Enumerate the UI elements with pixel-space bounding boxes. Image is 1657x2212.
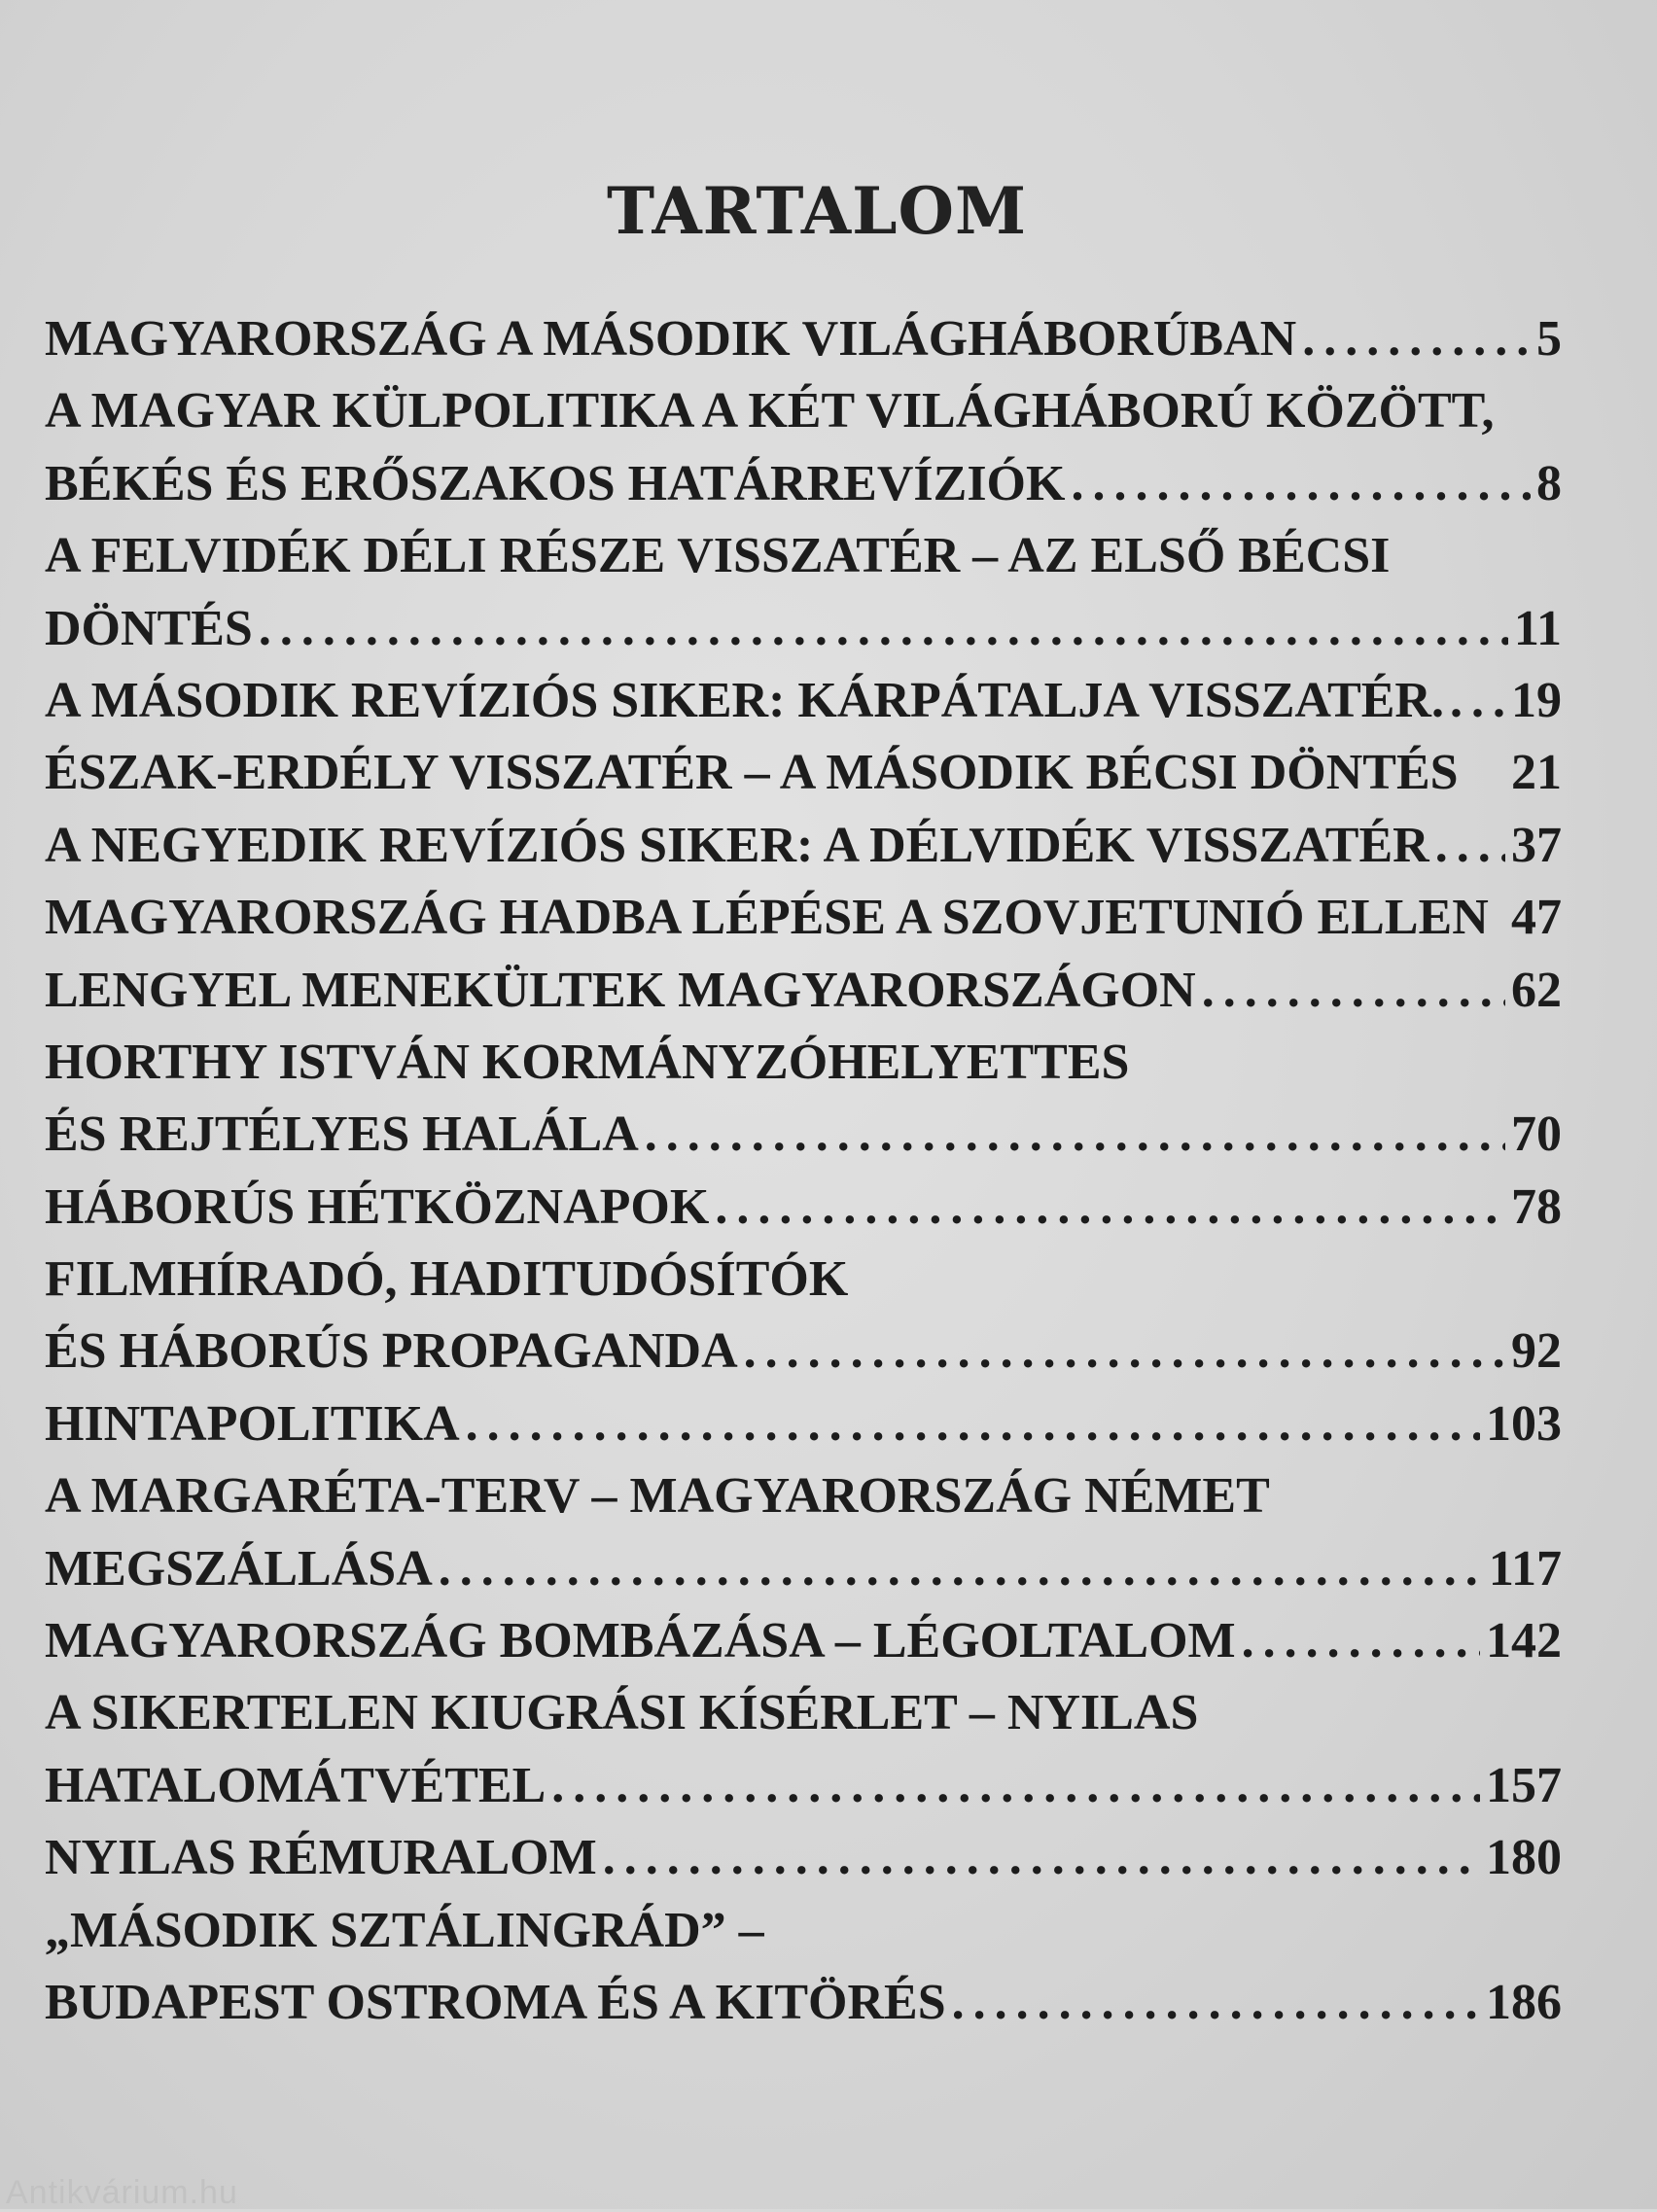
dot-leader: [645, 1099, 1505, 1171]
toc-entry-title: LENGYEL MENEKÜLTEK MAGYARORSZÁGON: [45, 962, 1196, 1018]
toc-entry: [45, 665, 1562, 737]
toc-page-number: 5: [1536, 311, 1562, 367]
toc-entry: [45, 303, 1562, 375]
dot-leader: [466, 1388, 1480, 1460]
toc-entry: [45, 955, 1562, 1027]
toc-entry-title: ÉS REJTÉLYES HALÁLA: [45, 1106, 639, 1163]
dot-leader: [1302, 303, 1531, 375]
toc-entry: [45, 1244, 1562, 1316]
toc-entry-title: A NEGYEDIK REVÍZIÓS SIKER: A DÉLVIDÉK VISSZATÉR: [45, 817, 1429, 873]
toc-entry-title: MAGYARORSZÁG A MÁSODIK VILÁGHÁBORÚBAN: [45, 311, 1297, 367]
dot-leader: [259, 593, 1508, 665]
toc-page-number: 62: [1511, 962, 1562, 1018]
toc-entry: [45, 1388, 1562, 1460]
toc-entry-title: FILMHÍRADÓ, HADITUDÓSÍTÓK: [45, 1251, 849, 1308]
dot-leader: [744, 1316, 1505, 1387]
toc-page-number: 37: [1511, 817, 1562, 873]
toc-page-number: 142: [1486, 1613, 1562, 1669]
toc-entry-title: HÁBORÚS HÉTKÖZNAPOK: [45, 1178, 710, 1235]
dot-leader: [551, 1750, 1480, 1822]
toc-page-number: 92: [1511, 1323, 1562, 1380]
toc-entry: [45, 737, 1562, 809]
toc-entry: [45, 810, 1562, 882]
toc-entry: [45, 448, 1562, 520]
toc-entry-title: A FELVIDÉK DÉLI RÉSZE VISSZATÉR – AZ ELSŐ BÉCSI: [45, 528, 1391, 584]
toc-page-number: 70: [1511, 1106, 1562, 1163]
toc-entry-title: A MAGYAR KÜLPOLITIKA A KÉT VILÁGHÁBORÚ KÖZÖTT,: [45, 383, 1495, 439]
toc-page-number: 180: [1486, 1830, 1562, 1886]
dot-leader: [1450, 665, 1505, 737]
dot-leader: [952, 1967, 1480, 2039]
toc-entry-title: HATALOMÁTVÉTEL: [45, 1757, 546, 1813]
toc-entry-title: DÖNTÉS: [45, 600, 253, 656]
toc-entry-title: „MÁSODIK SZTÁLINGRÁD” –: [45, 1902, 764, 1958]
toc-entry-title: A MARGARÉTA-TERV – MAGYARORSZÁG NÉMET: [45, 1468, 1270, 1525]
watermark: Antikvárium.hu: [6, 2174, 238, 2211]
toc-entry-title: MAGYARORSZÁG HADBA LÉPÉSE A SZOVJETUNIÓ ELLEN: [45, 890, 1489, 946]
toc-entry: [45, 1605, 1562, 1677]
toc-page-number: 157: [1486, 1757, 1562, 1813]
toc-entry: [45, 1967, 1562, 2039]
toc-entry-title: HINTAPOLITIKA: [45, 1395, 460, 1452]
toc-page-number: 47: [1511, 890, 1562, 946]
toc-entry-title: ÉSZAK-ERDÉLY VISSZATÉR – A MÁSODIK BÉCSI DÖNTÉS: [45, 745, 1459, 801]
toc-entry: [45, 1750, 1562, 1822]
dot-leader: [1202, 955, 1505, 1027]
toc-page-number: 103: [1486, 1395, 1562, 1452]
toc-page-number: 78: [1511, 1178, 1562, 1235]
dot-leader: [1071, 448, 1531, 520]
toc-entry: [45, 520, 1562, 592]
toc-page-number: 19: [1511, 672, 1562, 728]
toc-entry: [45, 1027, 1562, 1099]
table-of-contents: [45, 303, 1562, 2039]
toc-page-number: 8: [1536, 455, 1562, 511]
toc-entry: [45, 1533, 1562, 1605]
toc-entry-title: A MÁSODIK REVÍZIÓS SIKER: KÁRPÁTALJA VISSZATÉR.: [45, 672, 1444, 728]
toc-entry: [45, 1099, 1562, 1171]
toc-entry-title: NYILAS RÉMURALOM: [45, 1830, 597, 1886]
dot-leader: [1242, 1605, 1480, 1677]
toc-page-number: 186: [1486, 1974, 1562, 2030]
toc-entry-title: ÉS HÁBORÚS PROPAGANDA: [45, 1323, 738, 1380]
toc-entry-title: MEGSZÁLLÁSA: [45, 1540, 433, 1597]
dot-leader: [715, 1172, 1505, 1244]
toc-page-number: 11: [1513, 600, 1562, 656]
toc-entry: [45, 1460, 1562, 1532]
toc-entry-title: BÉKÉS ÉS ERŐSZAKOS HATÁRREVÍZIÓK: [45, 455, 1066, 511]
toc-entry: [45, 1172, 1562, 1244]
toc-entry-title: MAGYARORSZÁG BOMBÁZÁSA – LÉGOLTALOM: [45, 1613, 1236, 1669]
toc-entry: [45, 593, 1562, 665]
toc-entry: [45, 882, 1562, 954]
toc-page-number: 117: [1488, 1540, 1562, 1597]
toc-page-number: 21: [1511, 745, 1562, 801]
toc-entry: [45, 1822, 1562, 1894]
page-title: TARTALOM: [606, 173, 1028, 249]
toc-entry: [45, 1677, 1562, 1749]
toc-entry: [45, 375, 1562, 447]
toc-entry: [45, 1316, 1562, 1387]
toc-entry-title: HORTHY ISTVÁN KORMÁNYZÓHELYETTES: [45, 1034, 1130, 1090]
toc-entry: [45, 1895, 1562, 1967]
toc-entry-title: BUDAPEST OSTROMA ÉS A KITÖRÉS: [45, 1974, 946, 2030]
toc-entry-title: A SIKERTELEN KIUGRÁSI KÍSÉRLET – NYILAS: [45, 1685, 1199, 1741]
dot-leader: [603, 1822, 1480, 1894]
dot-leader: [439, 1533, 1483, 1605]
dot-leader: [1435, 810, 1505, 882]
